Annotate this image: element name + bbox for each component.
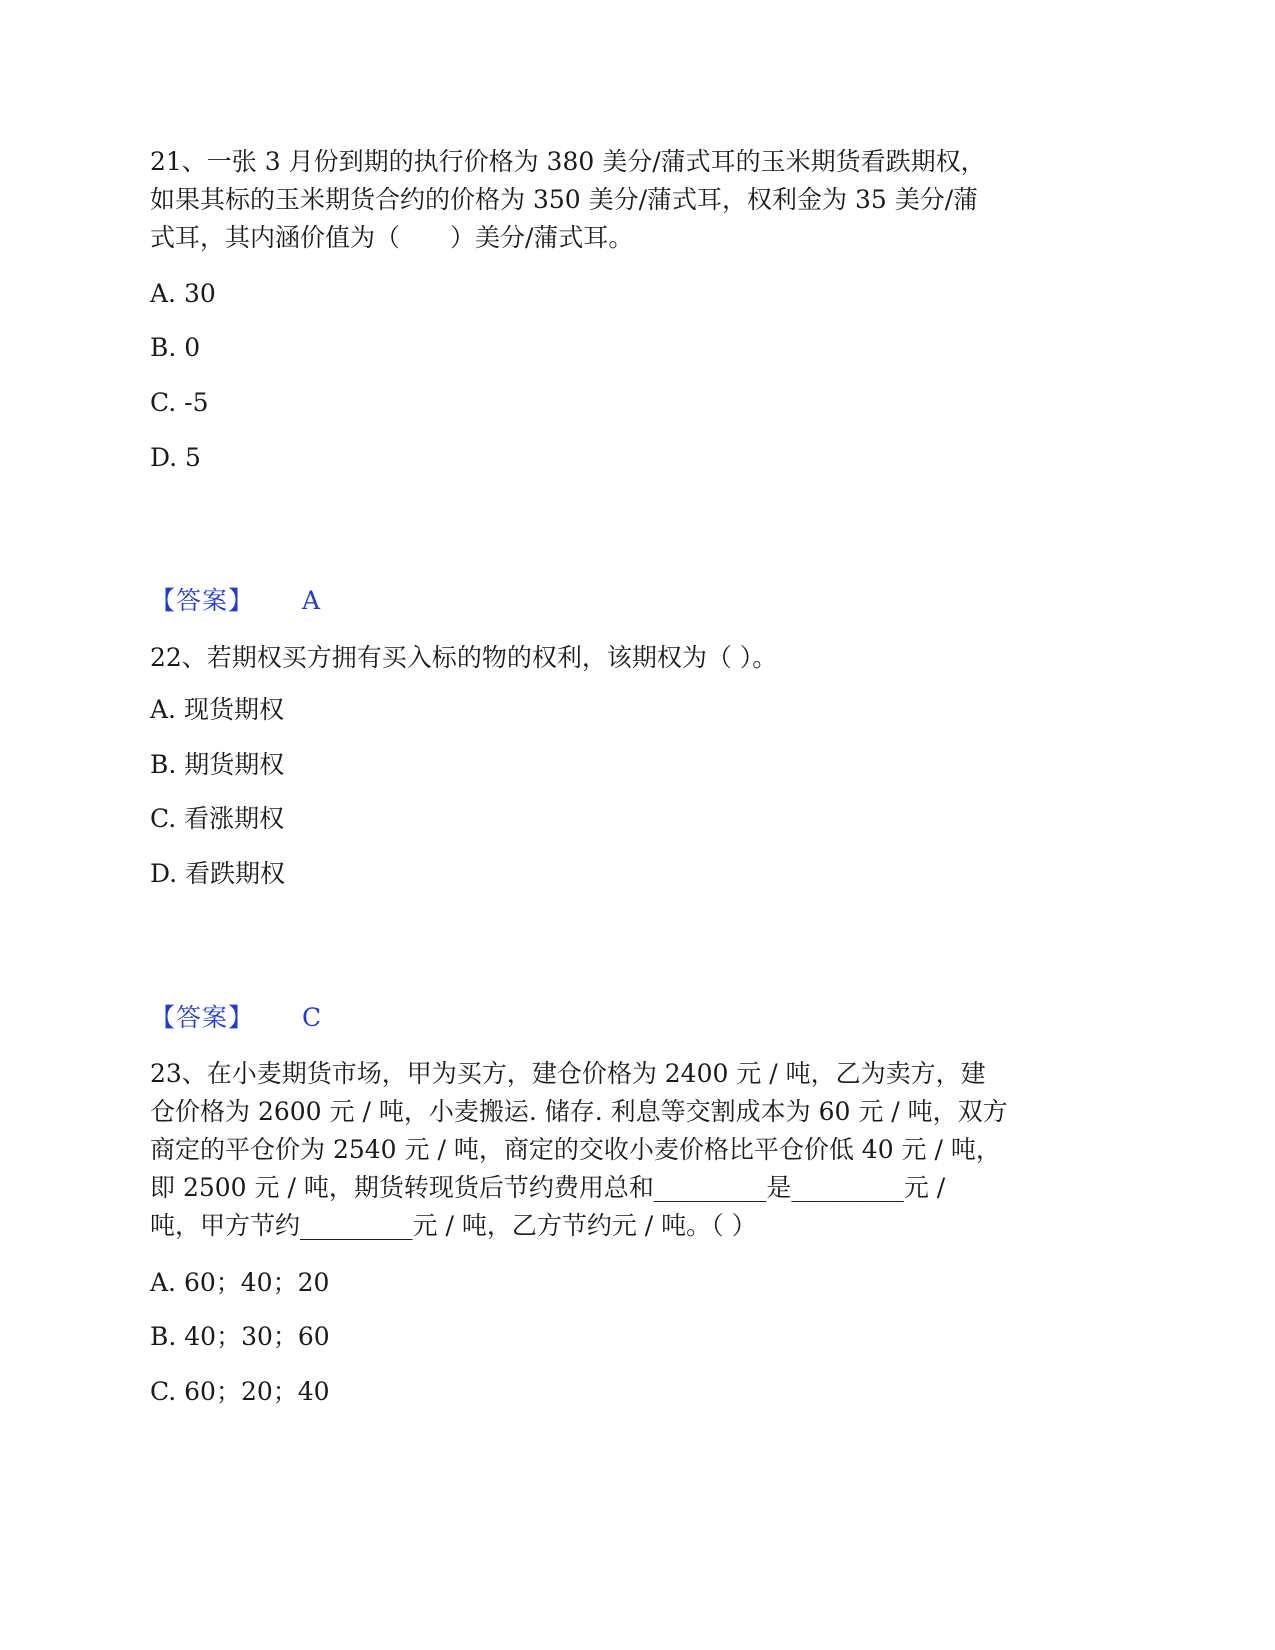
answer-value: C	[302, 1003, 322, 1032]
question-21-line-3: 式耳，其内涵价值为（ ）美分/蒲式耳。	[150, 223, 634, 252]
question-23-line-5: 吨，甲方节约_________元 / 吨，乙方节约元 / 吨。（ ）	[150, 1211, 757, 1240]
question-23-line-2: 仓价格为 2600 元 / 吨，小麦搬运. 储存. 利息等交割成本为 60 元 / 吨，双方	[150, 1097, 1008, 1126]
question-23-option-a: A. 60；40；20	[150, 1268, 330, 1297]
question-22-option-a: A. 现货期权	[150, 695, 284, 724]
question-23-line-3: 商定的平仓价为 2540 元 / 吨，商定的交收小麦价格比平仓价低 40 元 / 吨，	[150, 1135, 1001, 1164]
question-21-option-a: A. 30	[150, 279, 216, 308]
question-21-line-2: 如果其标的玉米期货合约的价格为 350 美分/蒲式耳，权利金为 35 美分/蒲	[150, 185, 979, 214]
question-22-line-1: 22、若期权买方拥有买入标的物的权利，该期权为（ ）。	[150, 643, 778, 672]
answer-value: A	[302, 586, 321, 615]
question-21-line-1: 21、一张 3 月份到期的执行价格为 380 美分/蒲式耳的玉米期货看跌期权，	[150, 147, 986, 176]
question-23-option-b: B. 40；30；60	[150, 1322, 330, 1351]
question-21-option-b: B. 0	[150, 333, 201, 362]
question-21-option-c: C. -5	[150, 388, 209, 417]
question-22-option-b: B. 期货期权	[150, 750, 285, 779]
question-22-option-d: D. 看跌期权	[150, 859, 286, 888]
question-21-option-d: D. 5	[150, 443, 201, 472]
answer-label: 【答案】	[150, 586, 255, 615]
question-23-option-c: C. 60；20；40	[150, 1377, 330, 1406]
question-23-line-4: 即 2500 元 / 吨，期货转现货后节约费用总和_________是_________元 /	[150, 1173, 946, 1202]
question-22-answer	[150, 1001, 321, 1035]
question-22-option-c: C. 看涨期权	[150, 804, 285, 833]
question-23-line-1: 23、在小麦期货市场，甲为买方，建仓价格为 2400 元 / 吨，乙为卖方，建	[150, 1059, 986, 1088]
answer-label: 【答案】	[150, 1003, 255, 1032]
question-21-answer	[150, 584, 320, 618]
